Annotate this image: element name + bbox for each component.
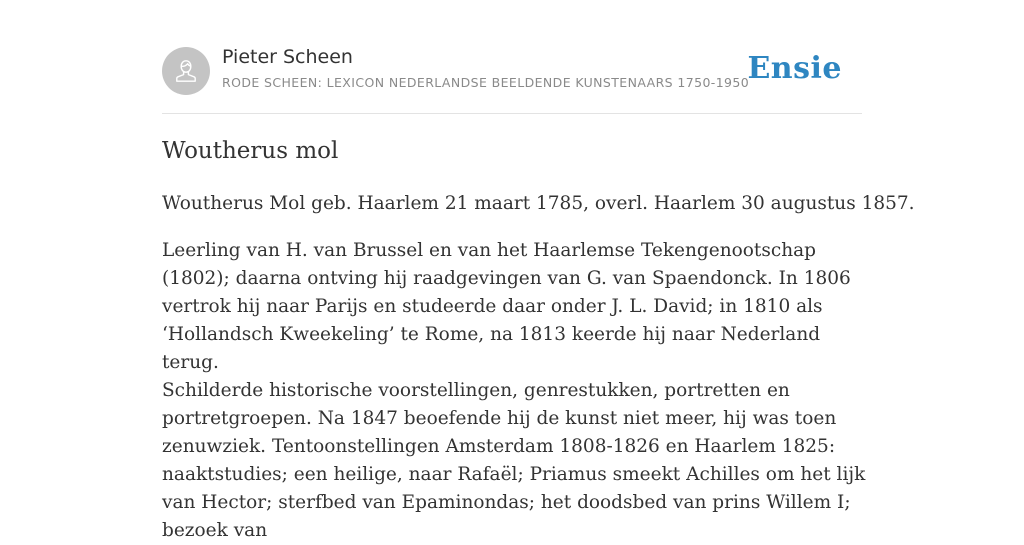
- article-paragraph-3: Schilderde historische voorstellingen, genrestukken, portretten en portretgroepen. Na 1847 beoefende hij de kunst niet meer, hij was toen zenuwziek. Tentoonstellingen Amsterdam 1808-1826 en Haarlem 1825: naaktstudies; een heilige, naar Rafaël; Priamus smeekt Achilles om het lijk van Hector; sterfbed van Epaminondas; het doodsbed van prins Willem I; bezoek van: [162, 380, 866, 541]
- avatar[interactable]: [162, 47, 210, 95]
- author-name[interactable]: Pieter Scheen: [222, 46, 353, 68]
- author-header: [162, 46, 862, 96]
- article-paragraph-1: Woutherus Mol geb. Haarlem 21 maart 1785, overl. Haarlem 30 augustus 1857.: [162, 193, 915, 214]
- page-title: Woutherus mol: [162, 138, 339, 164]
- ensie-logo[interactable]: Ensie: [747, 51, 842, 86]
- source-title[interactable]: RODE SCHEEN: LEXICON NEDERLANDSE BEELDENDE KUNSTENAARS 1750-1950: [222, 75, 750, 90]
- article-paragraph-2: Leerling van H. van Brussel en van het Haarlemse Tekengenootschap (1802); daarna ontving hij raadgevingen van G. van Spaendonck. In 1806 vertrok hij naar Parijs en studeerde daar onder J. L. David; in 1810 als ‘Hollandsch Kweekeling’ te Rome, na 1813 keerde hij naar Nederland terug.: [162, 240, 851, 373]
- header-divider: [162, 113, 862, 114]
- user-silhouette-icon: [171, 56, 201, 86]
